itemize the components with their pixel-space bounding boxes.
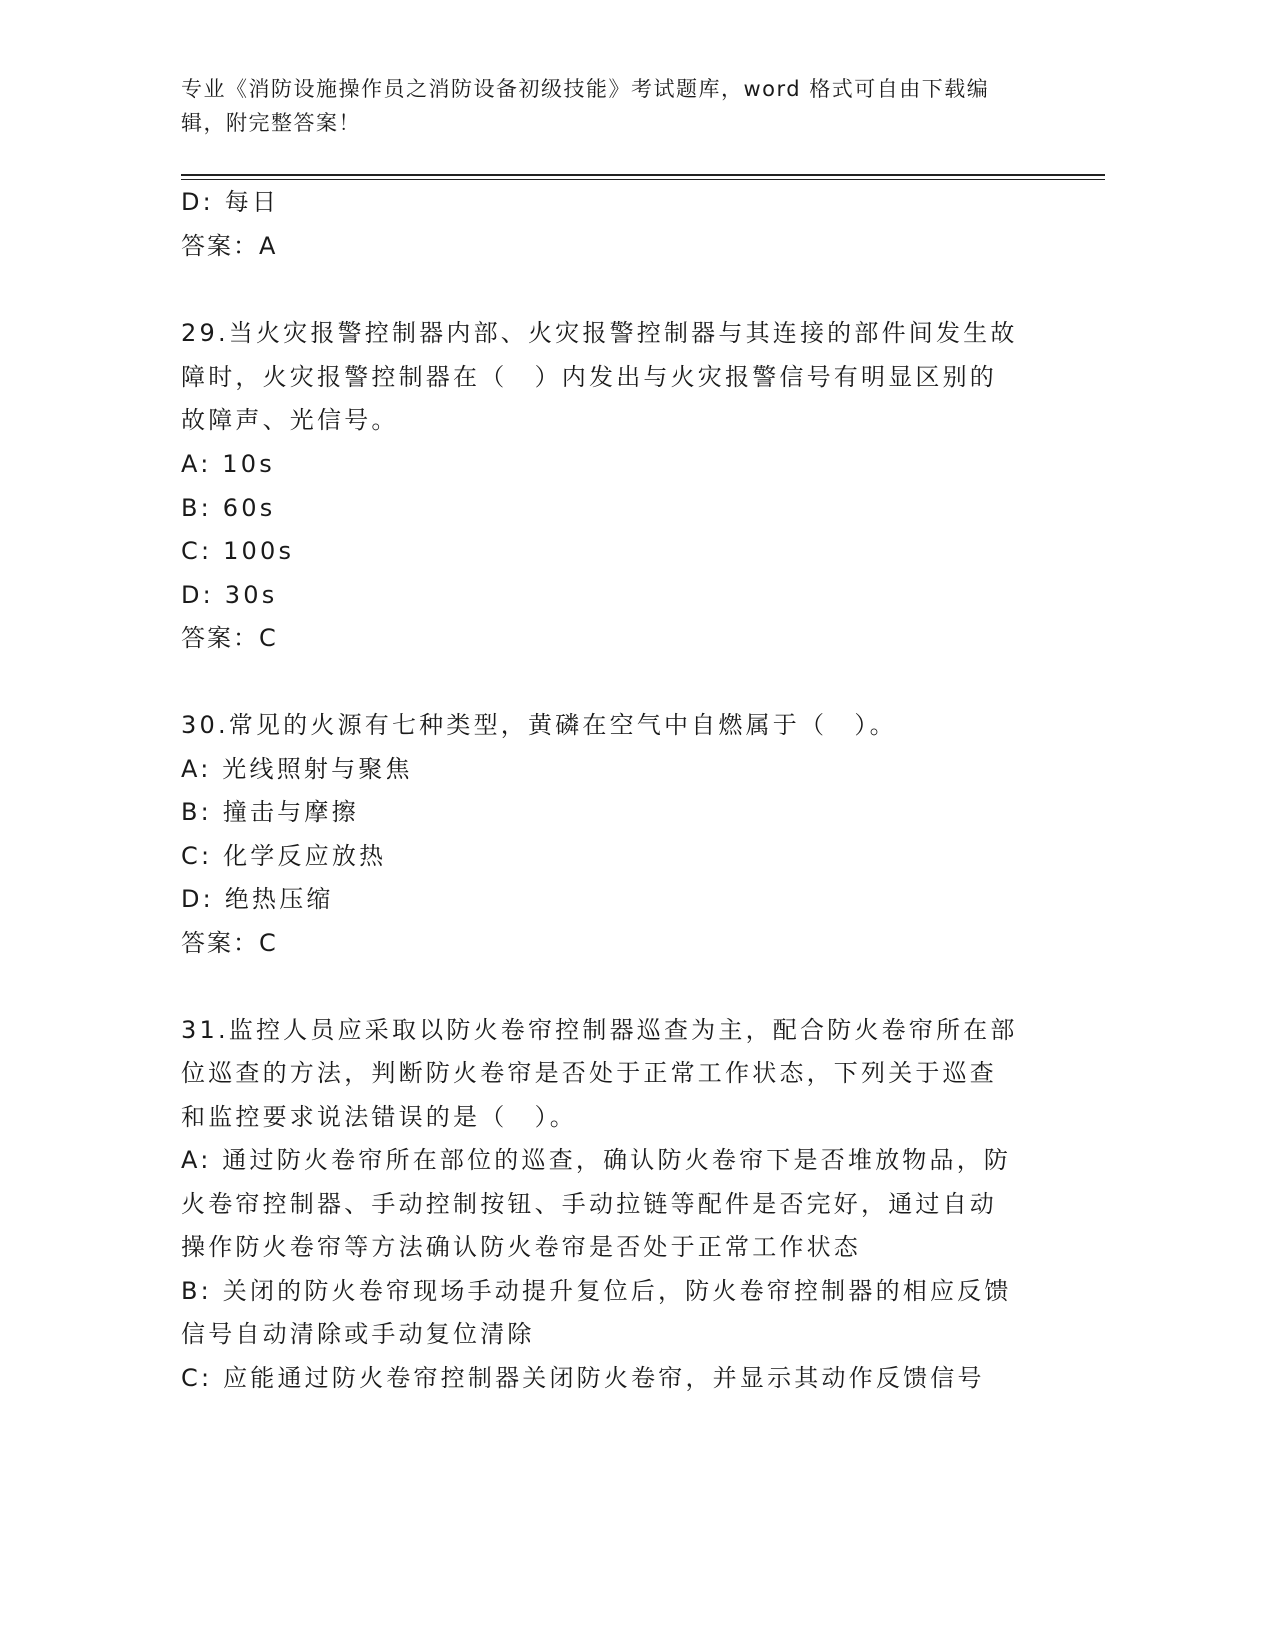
q30-answer: 答案：C <box>181 929 278 957</box>
q30-option-d: D: 绝热压缩 <box>181 885 334 913</box>
q31-stem-line-1: 31.监控人员应采取以防火卷帘控制器巡查为主，配合防火卷帘所在部 <box>181 1016 1018 1044</box>
q29-option-a: A: 10s <box>181 450 275 478</box>
prev-option-d: D: 每日 <box>181 188 280 216</box>
prev-answer: 答案：A <box>181 232 278 260</box>
header-line-1: 专业《消防设施操作员之消防设备初级技能》考试题库，word 格式可自由下载编 <box>181 77 990 101</box>
q29-stem-line-3: 故障声、光信号。 <box>181 406 399 434</box>
q29-option-c: C: 100s <box>181 537 295 565</box>
q30-option-b: B: 撞击与摩擦 <box>181 798 359 826</box>
q31-option-a-line-2: 火卷帘控制器、手动控制按钮、手动拉链等配件是否完好，通过自动 <box>181 1190 997 1218</box>
q30-option-c: C: 化学反应放热 <box>181 842 387 870</box>
header-line-2: 辑，附完整答案！ <box>181 111 361 135</box>
q31-option-b-line-1: B: 关闭的防火卷帘现场手动提升复位后，防火卷帘控制器的相应反馈 <box>181 1277 1012 1305</box>
page-header <box>181 72 1041 140</box>
q31-stem-line-3: 和监控要求说法错误的是（ ）。 <box>181 1103 577 1131</box>
q30-stem-line-1: 30.常见的火源有七种类型，黄磷在空气中自燃属于（ ）。 <box>181 711 897 739</box>
q31-option-c: C: 应能通过防火卷帘控制器关闭防火卷帘，并显示其动作反馈信号 <box>181 1364 985 1392</box>
q30-option-a: A: 光线照射与聚焦 <box>181 755 413 783</box>
q31-stem-line-2: 位巡查的方法，判断防火卷帘是否处于正常工作状态，下列关于巡查 <box>181 1059 997 1087</box>
q29-stem-line-2: 障时，火灾报警控制器在（ ）内发出与火灾报警信号有明显区别的 <box>181 363 997 391</box>
q29-option-b: B: 60s <box>181 494 276 522</box>
q29-answer: 答案：C <box>181 624 278 652</box>
q29-stem-line-1: 29.当火灾报警控制器内部、火灾报警控制器与其连接的部件间发生故 <box>181 319 1018 347</box>
q31-option-a-line-3: 操作防火卷帘等方法确认防火卷帘是否处于正常工作状态 <box>181 1233 861 1261</box>
header-rule-thin <box>181 179 1105 180</box>
q31-option-a-line-1: A: 通过防火卷帘所在部位的巡查，确认防火卷帘下是否堆放物品，防 <box>181 1146 1012 1174</box>
header-rule-thick <box>181 174 1105 176</box>
q29-option-d: D: 30s <box>181 581 278 609</box>
q31-option-b-line-2: 信号自动清除或手动复位清除 <box>181 1320 535 1348</box>
